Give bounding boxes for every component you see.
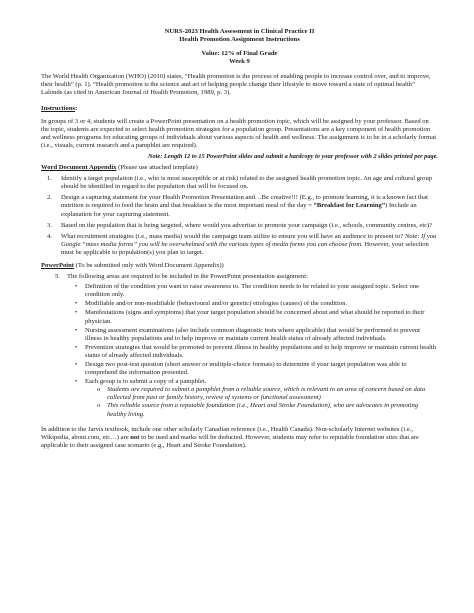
course-title: NURS-2023 Health Assessment in Clinical Practice II	[164, 28, 315, 35]
mass-media-note: Note: If you Google “mass media forms” you will be overwhelmed with the various types of media forms you can choose from.	[61, 232, 437, 248]
powerpoint-list	[41, 273, 438, 419]
instructions-heading-text: Instructions	[41, 105, 76, 113]
bullet-item	[41, 344, 438, 360]
item-text: Design a capturing statement for your Health Promotion Presentation and…Be creative!!! (E.g., to promote learning, it is a known fact that nutrition is required to feed the brain and that breakfast is the most important meal of the day =	[61, 194, 428, 210]
bullet-item	[41, 309, 438, 325]
list-item	[41, 273, 438, 419]
bullet-text: Design two post-test question (short answer or multiple-choice formats) to determine if your target population was able to comprehend the information presented.	[85, 361, 407, 377]
word-appendix-heading	[41, 164, 438, 172]
item-number: 3.	[47, 221, 52, 229]
requirement-bullets	[41, 283, 438, 419]
list-item	[41, 222, 438, 230]
bullet-item	[41, 361, 438, 377]
bullet-icon: •	[75, 326, 78, 334]
item-text-end: However, your selection must be applicable to population(s) you plan to target.	[61, 240, 429, 256]
capturing-statement-example: “Breakfast for Learning”	[313, 202, 386, 210]
sub-bullet-icon: o	[97, 386, 101, 394]
sub-bullet-text: This reliable source from a reputable foundation (i.e., Heart and Stroke Foundation), who are advocates in promoting healthy living.	[107, 402, 419, 418]
bullet-text: Each group is to submit a copy of a pamphlet.	[85, 378, 207, 386]
item-text-end: ) Include an explanation for your capturing statement.	[61, 202, 417, 218]
bullet-text: Manifestations (signs and symptoms) that your target population should be concerned about and what should be reported to their physician.	[85, 309, 425, 325]
bullet-text: Prevention strategies that would be promoted to prevent illness in healthy populations and to help improve or maintain current health status of already affected individuals.	[85, 343, 437, 359]
bullet-icon: •	[75, 343, 78, 351]
bullet-text: Definition of the condition you want to raise awareness to. The condition needs to be related to your assigned topic. Select one condition only.	[85, 283, 420, 299]
bullet-icon: •	[75, 361, 78, 368]
list-item	[41, 175, 438, 191]
word-appendix-suffix: (Please use attached template)	[116, 164, 198, 172]
instructions-body: In groups of 3 or 4, students will create a PowerPoint presentation on a health promotion topic, which will be assigned by your professor. Based on the topic, students are expected to select health promotion strategies for a population group. Presentations are a key component of health promotion and wellness programs for educating groups of individuals about various aspects of health and wellness. The assignment is to be in a scholarly format (i.e., visuals, current research and a pamphlet are required).	[41, 117, 437, 149]
sub-bullet-text: Students are required to submit a pamphlet from a reliable source, which is relevant to an area of concern based on data collected from past or family history, review of systems or functional assessment)	[107, 386, 426, 402]
bullet-item	[41, 283, 438, 299]
bullet-item	[41, 378, 438, 418]
length-note: Note: Length 12 to 15 PowerPoint slides and submit a hardcopy to your professor with 2 slides printed per page.	[147, 152, 438, 160]
bullet-item	[41, 327, 438, 343]
closing-text-end: to be used and marks will be deducted. However, students may refer to reputable foundation sites that are applicable to their assigned case scenario (e.g., Heart and Stroke Foundation).	[41, 433, 419, 449]
sub-bullet-item	[41, 386, 438, 402]
sub-bullet-item	[41, 402, 438, 418]
powerpoint-heading-text: PowerPoint	[41, 261, 74, 269]
powerpoint-suffix: (To be submitted only with Word Document Appendix))	[73, 261, 224, 269]
item-text: Identify a target population (i.e., who is most susceptible or at risk) related to the assigned health promotion topic. An age and cultural group should be identified in regard to the population that will be focused on.	[61, 175, 433, 191]
item-number: 4.	[47, 232, 52, 240]
list-item	[41, 233, 438, 257]
closing-paragraph	[41, 426, 438, 450]
sub-bullet-icon: o	[97, 402, 101, 410]
item-text: Based on the population that is being targeted, where would you advertise to promote your campaign (i.e., schools, community centres, etc)?	[61, 221, 433, 229]
bullet-text: Nursing assessment examinations (also include common diagnostic tests where applicable) that would be performed to prevent illness in healthy populations and to help improve or maintain current health status of already affected individuals.	[85, 326, 420, 342]
bullet-icon: •	[75, 283, 78, 291]
assignment-title: Health Promotion Assignment Instructions	[179, 36, 300, 44]
grade-value: Value: 12% of Final Grade	[201, 49, 278, 57]
document-header	[41, 28, 438, 66]
closing-emphasis: not	[130, 433, 140, 441]
powerpoint-heading	[41, 262, 438, 270]
list-item	[41, 194, 438, 218]
bullet-item	[41, 300, 438, 308]
word-appendix-list	[41, 175, 438, 257]
item-text: What recruitment strategies (i.e., mass media) would the campaign team utilize to ensure you will have an audience to present to?	[61, 232, 405, 240]
item-number: 5.	[55, 273, 60, 281]
intro-paragraph: The World Health Organization (WHO) (2010) states, “Health promotion is the process of enabling people to increase control over, and to improve, their health” (p. 1). “Health promotion is the science and art of helping people change their lifestyle to move toward a state of optimal health” Lalonde (as cited in American Journal of Health Promotion, 1989, p. 3).	[41, 73, 431, 97]
bullet-icon: •	[75, 309, 78, 317]
bullet-icon: •	[75, 378, 78, 386]
item-text: The following areas are required to be included in the PowerPoint presentation assignment:	[67, 273, 308, 281]
week-label: Week 9	[229, 57, 250, 65]
instructions-heading-colon: :	[75, 105, 78, 113]
item-number: 2.	[47, 194, 52, 202]
item-number: 1.	[47, 175, 52, 183]
bullet-text: Modifiable and/or non-modifiable (behavioural and/or genetic) etiologies (causes) of the condition.	[85, 300, 348, 308]
closing-text: In addition to the Jarvis textbook, include one other scholarly Canadian reference (i.e., Health Canada). Non-scholarly Internet websites (i.e., Wikipedia, about.com, etc…) are	[41, 425, 414, 441]
word-appendix-heading-text: Word Document Appendix	[41, 164, 117, 172]
pamphlet-sub-bullets	[41, 386, 438, 418]
bullet-icon: •	[75, 300, 78, 308]
instructions-heading	[41, 105, 438, 113]
